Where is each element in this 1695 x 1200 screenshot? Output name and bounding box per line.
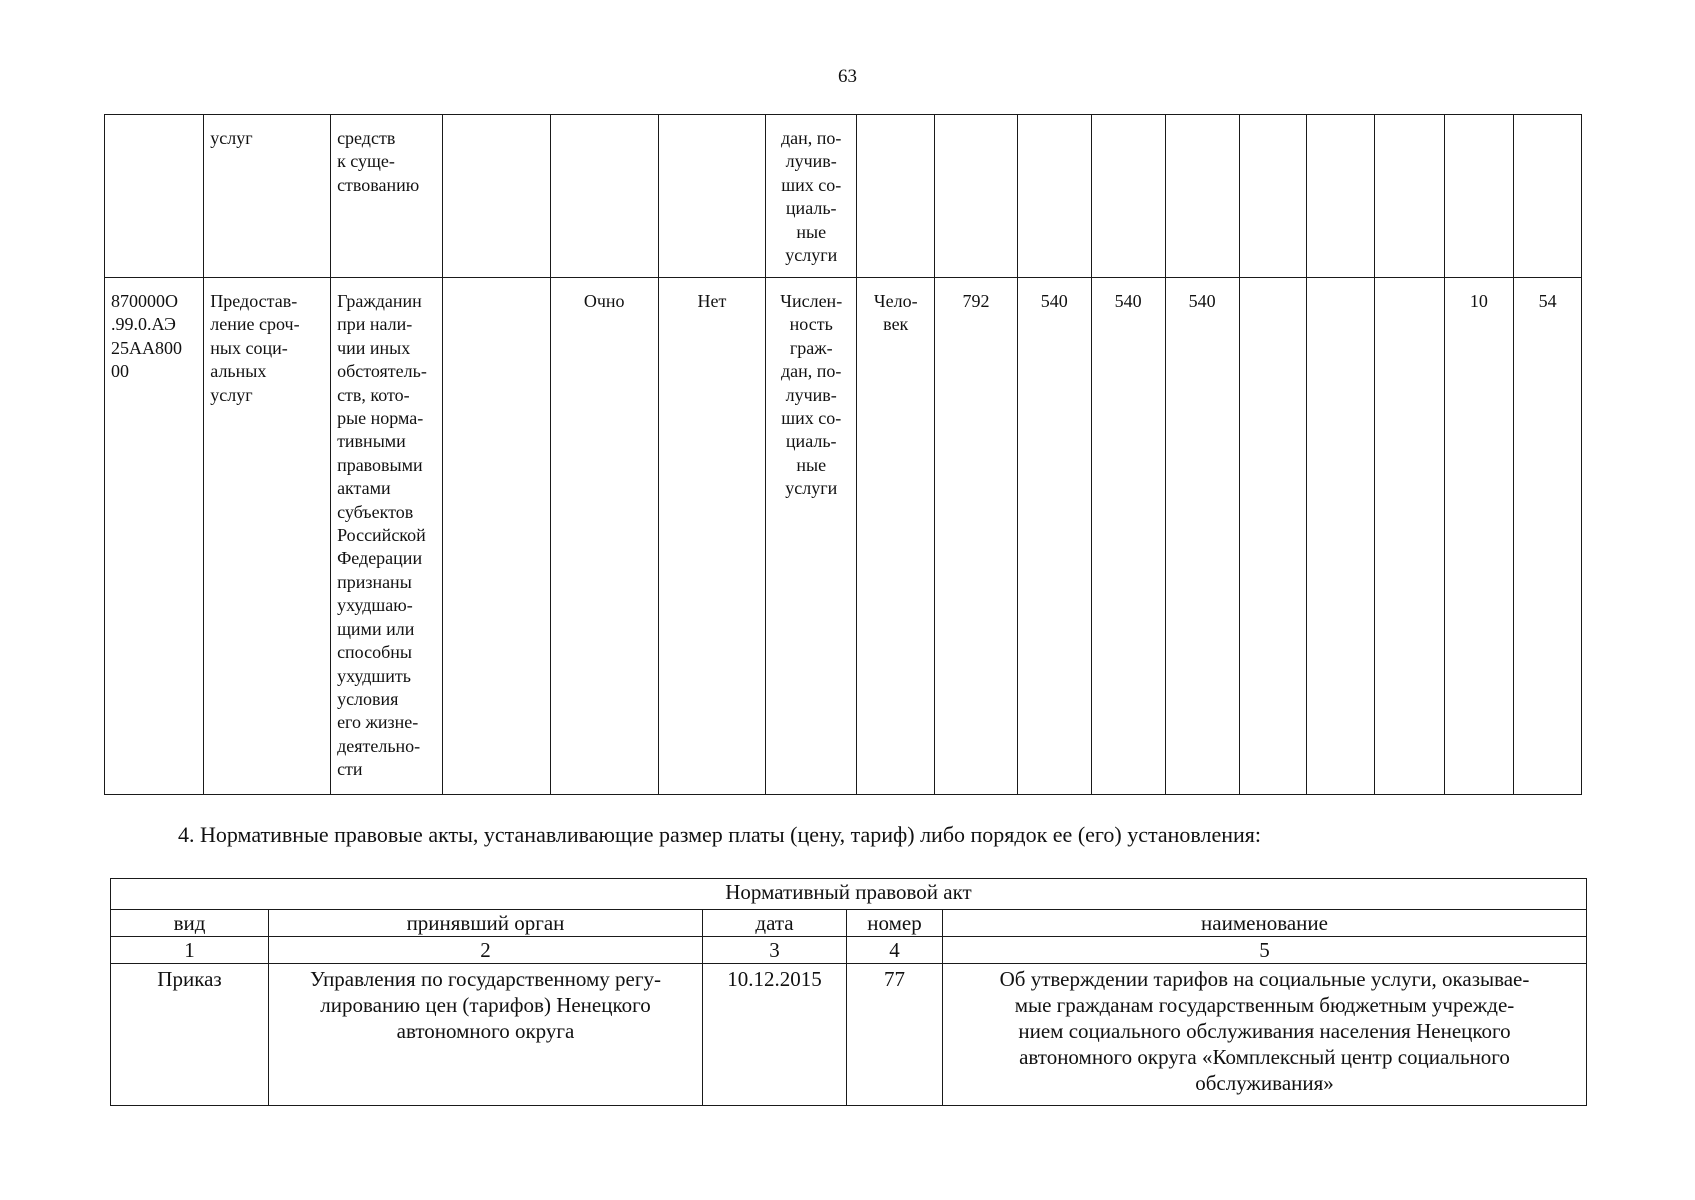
cell-value <box>1017 115 1091 278</box>
cell-empty <box>1307 278 1375 795</box>
column-number: 4 <box>847 937 943 964</box>
act-organ: Управления по государственному регу- лированию цен (тарифов) Ненецкого автономного округа <box>269 964 703 1106</box>
cell-condition: Гражданин при нали- чии иных обстоятель- ств, кото- рые норма- тивными правовыми актами субъектов Российской Федерации признаны ухудшаю- щими или способны ухудшить условия его жизне- деятельно- сти <box>331 278 443 795</box>
cell-abs <box>1514 115 1582 278</box>
cell-percent <box>1444 115 1514 278</box>
column-number: 2 <box>269 937 703 964</box>
act-date: 10.12.2015 <box>703 964 847 1106</box>
cell-service: Предостав- ление сроч- ных соци- альных услуг <box>204 278 331 795</box>
table-row-main <box>105 278 1582 795</box>
cell-value <box>1165 115 1239 278</box>
services-table <box>104 114 1582 795</box>
header-organ: принявший орган <box>269 910 703 937</box>
cell-value <box>1091 115 1165 278</box>
table-header-row <box>111 910 1587 937</box>
act-number: 77 <box>847 964 943 1106</box>
act-name: Об утверждении тарифов на социальные услуги, оказывае- мые гражданам государственным бюджетным учрежде- нием социального обслуживания населения Ненецкого автономного округа «Комплексный центр социального обслуживания» <box>943 964 1587 1106</box>
header-date: дата <box>703 910 847 937</box>
cell-code <box>105 115 204 278</box>
header-name: наименование <box>943 910 1587 937</box>
cell-flag: Нет <box>658 278 766 795</box>
cell-okei <box>935 115 1017 278</box>
cell-empty <box>1239 278 1307 795</box>
cell-percent: 10 <box>1444 278 1514 795</box>
cell-abs: 54 <box>1514 278 1582 795</box>
cell-service: услуг <box>204 115 331 278</box>
cell-form <box>550 115 658 278</box>
column-number: 3 <box>703 937 847 964</box>
cell-value: 540 <box>1017 278 1091 795</box>
cell-flag <box>658 115 766 278</box>
cell-empty <box>443 278 551 795</box>
cell-empty <box>1374 278 1444 795</box>
cell-form: Очно <box>550 278 658 795</box>
column-number: 5 <box>943 937 1587 964</box>
page-number: 63 <box>838 66 857 87</box>
table-row <box>111 964 1587 1106</box>
table-row-continued <box>105 115 1582 278</box>
column-number: 1 <box>111 937 269 964</box>
cell-empty <box>1307 115 1375 278</box>
cell-empty <box>1374 115 1444 278</box>
act-kind: Приказ <box>111 964 269 1106</box>
cell-value: 540 <box>1091 278 1165 795</box>
cell-condition: средств к суще- ствованию <box>331 115 443 278</box>
header-number: номер <box>847 910 943 937</box>
group-header: Нормативный правовой акт <box>111 879 1587 910</box>
cell-value: 540 <box>1165 278 1239 795</box>
cell-unit <box>857 115 935 278</box>
cell-empty <box>443 115 551 278</box>
cell-indicator: Числен- ность граж- дан, по- лучив- ших со- циаль- ные услуги <box>766 278 857 795</box>
cell-unit: Чело- век <box>857 278 935 795</box>
section-heading: 4. Нормативные правовые акты, устанавливающие размер платы (цену, тариф) либо порядок ее (его) установления: <box>178 822 1262 847</box>
cell-okei: 792 <box>935 278 1017 795</box>
cell-code: 870000О .99.0.АЭ 25АА800 00 <box>105 278 204 795</box>
cell-empty <box>1239 115 1307 278</box>
column-number-row <box>111 937 1587 964</box>
table-group-header-row <box>111 879 1587 910</box>
header-kind: вид <box>111 910 269 937</box>
cell-indicator: дан, по- лучив- ших со- циаль- ные услуги <box>766 115 857 278</box>
legal-acts-table <box>110 878 1587 1106</box>
